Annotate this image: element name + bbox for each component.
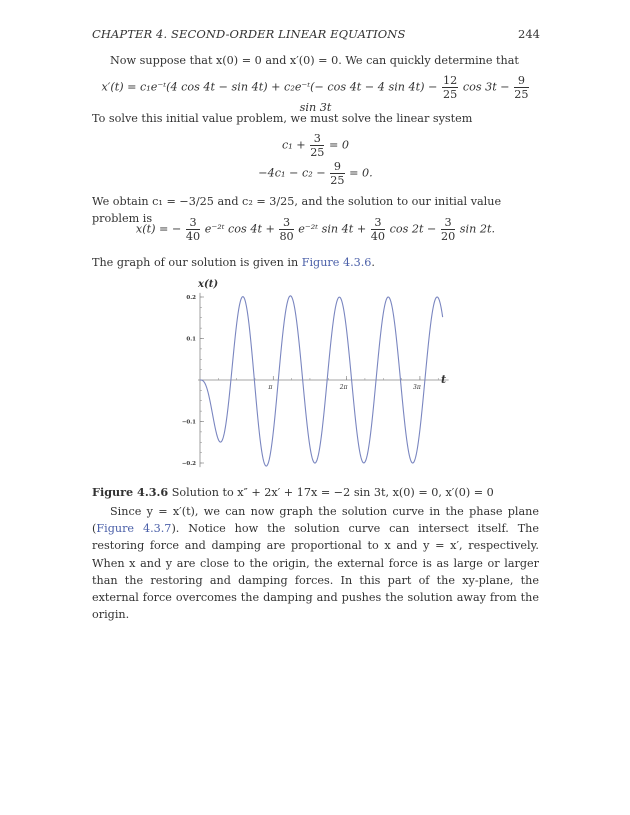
figure-caption	[92, 484, 539, 501]
solution-plot	[180, 275, 450, 475]
eq1-fraction-1: $\frac{12}{25}$	[443, 74, 458, 101]
eq1-fraction-2: $\frac{9}{25}$	[514, 74, 529, 101]
solution-curve	[200, 296, 443, 466]
y-tick-label: −0.1	[181, 419, 196, 426]
equation-solution: x(t) = − $\frac{3}{40}$ e⁻²ᵗ cos 4t + $\frac{3}{80}$ e⁻²ᵗ sin 4t + $\frac{3}{40}$ cos 2t − $\frac{3}{20}$ sin 2t.	[135, 216, 496, 243]
axes	[198, 293, 449, 467]
eq1-lhs: x′(t) = c₁e⁻ᵗ(4 cos 4t − sin 4t) + c₂e⁻ᵗ(− cos 4t − 4 sin 4t) −	[101, 80, 438, 94]
ticks	[182, 295, 438, 467]
y-tick-label: 0.2	[186, 295, 196, 301]
y-tick-label: 0.1	[186, 336, 196, 343]
y-tick-label: −0.2	[181, 461, 196, 467]
x-tick-label: π	[268, 384, 273, 391]
running-title: CHAPTER 4. SECOND-ORDER LINEAR EQUATIONS	[92, 27, 406, 41]
paragraph-3: We obtain c₁ = −3/25 and c₂ = 3/25, and the solution to our initial value problem is	[92, 195, 502, 226]
figure-link-4-3-7[interactable]: Figure 4.3.7	[96, 522, 172, 536]
system-row-2: −4c₁ − c₂ − $\frac{9}{25}$ = 0.	[258, 160, 373, 187]
x-tick-label: 3π	[413, 384, 421, 391]
system-row-1: c₁ + $\frac{3}{25}$ = 0	[281, 132, 350, 159]
y-axis-label: x(t)	[198, 279, 219, 290]
page-number: 244	[518, 27, 540, 41]
eq1-tail: sin 3t	[299, 101, 332, 114]
caption-text: Solution to x″ + 2x′ + 17x = −2 sin 3t, x(0) = 0, x′(0) = 0	[171, 486, 494, 499]
paragraph-2: To solve this initial value problem, we must solve the linear system	[92, 112, 473, 125]
paragraph-4: The graph of our solution is given in Figure 4.3.6.	[92, 256, 375, 269]
paragraph-1: Now suppose that x(0) = 0 and x′(0) = 0. We can quickly determine that	[110, 54, 519, 67]
x-axis-label: t	[441, 373, 447, 386]
eq1-mid: cos 3t −	[462, 80, 510, 94]
paragraph-5: Since y = x′(t), we can now graph the solution curve in the phase plane (Figure 4.3.7). Notice how the solution curve can intersect itself. The restoring force and damping are proportional to x and y = x′, respectively. When x and y are close to the origin, the external force is as large or larger than the restoring and damping forces. In this part of the xy-plane, the external force overcomes the damping and pushes the solution away from the origin.	[92, 505, 539, 622]
x-tick-label: 2π	[339, 384, 348, 391]
figure-link-4-3-6[interactable]: Figure 4.3.6	[301, 256, 372, 269]
caption-label: Figure 4.3.6	[92, 485, 169, 499]
equation-derivative	[92, 74, 539, 114]
